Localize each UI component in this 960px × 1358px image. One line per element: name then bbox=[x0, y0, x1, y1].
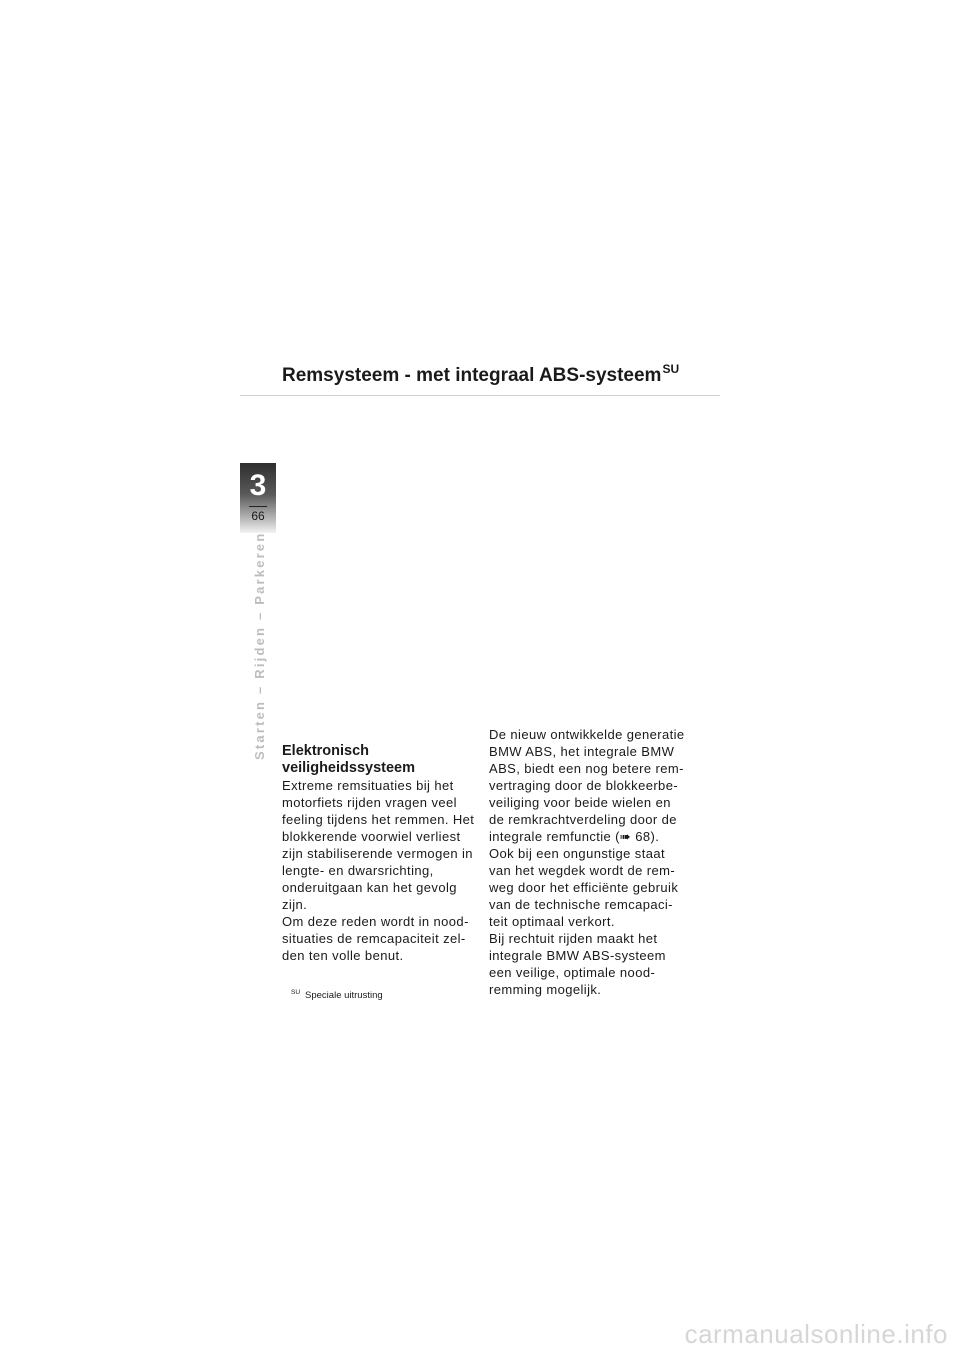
section-heading-line1: Elektronisch bbox=[282, 743, 370, 759]
chapter-tab bbox=[240, 463, 276, 533]
chapter-divider bbox=[249, 506, 267, 507]
title-divider bbox=[240, 395, 720, 396]
page-number: 66 bbox=[251, 509, 265, 523]
watermark: carmanualsonline.info bbox=[684, 1319, 948, 1349]
right-body-text-part2: 68). Ook bij een ongunstige staat van het wegdek wordt de rem- weg door het efficiënte gebruik van de technische remcapaci- teit optimaal verkort. Bij rechtuit rijden maakt het integrale BMW ABS-systeem een veilige, optimale nood- remming mogelijk. bbox=[489, 829, 679, 997]
page-title-superscript: SU bbox=[662, 362, 680, 376]
right-body-paragraph bbox=[489, 726, 704, 998]
page-title bbox=[282, 362, 679, 387]
right-column bbox=[489, 726, 704, 998]
chapter-side-label: Starten – Rijden – Parkeren bbox=[252, 531, 267, 760]
left-column bbox=[282, 743, 482, 964]
section-heading bbox=[282, 743, 482, 777]
page-title-text: Remsysteem - met integraal ABS-systeem bbox=[282, 365, 662, 386]
left-body-paragraph: Extreme remsituaties bij het motorfiets rijden vragen veel feeling tijdens het remmen. Het blokkerende voorwiel verliest zijn stabiliserende vermogen in lengte- en dwarsrichting, onderuitgaan kan het gevolg zijn. Om deze reden wordt in nood- situaties de remcapaciteit zel- den ten volle benut. bbox=[282, 778, 475, 963]
right-body-text-part1: De nieuw ontwikkelde generatie BMW ABS, het integrale BMW ABS, biedt een nog betere rem- vertraging door de blokkeerbe- veiliging voor beide wielen en de remkrachtverdeling door de integrale remfunctie ( bbox=[489, 727, 685, 844]
footnote-text: Speciale uitrusting bbox=[305, 990, 383, 1001]
footnote bbox=[291, 989, 383, 1001]
section-heading-line2: veiligheidssysteem bbox=[282, 760, 415, 776]
chapter-number: 3 bbox=[249, 469, 267, 502]
page-reference-arrow-icon: ➠ bbox=[619, 829, 632, 844]
footnote-marker: SU bbox=[291, 989, 301, 996]
